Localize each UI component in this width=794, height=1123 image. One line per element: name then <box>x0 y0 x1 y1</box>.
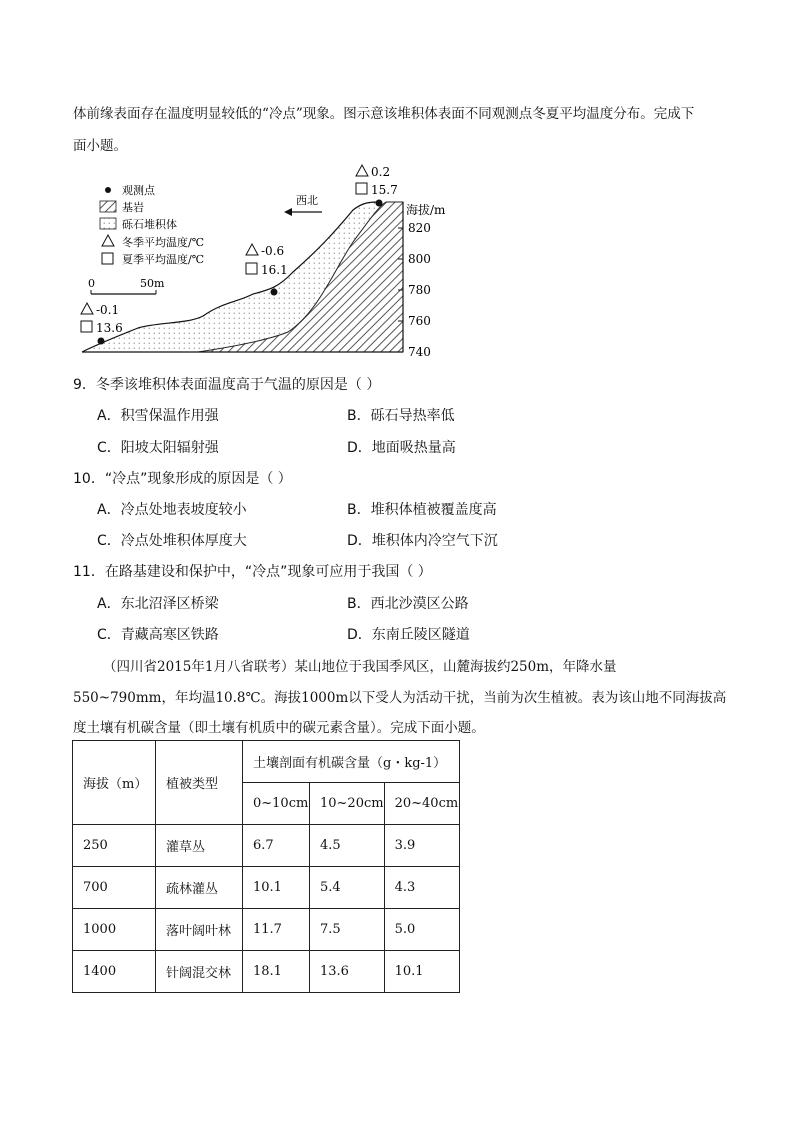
observation-point-icon <box>105 187 111 193</box>
question-9-option-b[interactable]: B．砾石导热率低 <box>347 408 455 424</box>
direction-label: 西北 <box>296 194 318 207</box>
cell-depth-2: 4.5 <box>310 825 385 867</box>
observation-point-2 <box>271 289 278 296</box>
cell-depth-3: 5.0 <box>384 909 459 951</box>
cell-depth-3: 3.9 <box>384 825 459 867</box>
question-11-option-a[interactable]: A．东北沼泽区桥梁 <box>97 596 219 612</box>
gravel-legend-swatch <box>100 218 116 229</box>
cell-depth-3: 10.1 <box>384 951 459 993</box>
cell-depth-3: 4.3 <box>384 867 459 909</box>
cell-depth-1: 18.1 <box>243 951 310 993</box>
question-9-option-a[interactable]: A．积雪保温作用强 <box>97 408 219 424</box>
passage-line-3: 度土壤有机碳含量（即土壤有机质中的碳元素含量）。完成下面小题。 <box>73 720 485 736</box>
header-vegetation: 植被类型 <box>156 741 243 825</box>
axis-tick-label: 820 <box>408 221 431 235</box>
arrow-head-icon <box>284 208 292 216</box>
question-10-option-c[interactable]: C．冷点处堆积体厚度大 <box>97 533 247 549</box>
square-icon <box>81 321 92 332</box>
table-row <box>73 951 460 993</box>
axis-title: 海拔/m <box>406 203 446 217</box>
legend-summer-label: 夏季平均温度/℃ <box>122 253 205 266</box>
cell-depth-1: 11.7 <box>243 909 310 951</box>
triangle-icon <box>246 244 258 255</box>
axis-tick-label: 780 <box>408 283 431 297</box>
legend-observation-label: 观测点 <box>122 184 155 197</box>
question-10-option-d[interactable]: D．堆积体内冷空气下沉 <box>347 533 498 549</box>
cell-depth-1: 6.7 <box>243 825 310 867</box>
intro-line-2: 面小题。 <box>73 138 127 154</box>
header-depth-1: 0~10cm <box>243 783 310 825</box>
question-11-option-c[interactable]: C．青藏高寒区铁路 <box>97 627 219 643</box>
intro-line-1: 体前缘表面存在温度明显较低的“冷点”现象。图示意该堆积体表面不同观测点冬夏平均温度分布。完成下 <box>73 106 695 122</box>
header-carbon: 土壤剖面有机碳含量（g・kg-1） <box>243 741 460 783</box>
header-depth-3: 20~40cm <box>384 783 459 825</box>
scale-distance: 50m <box>140 277 165 290</box>
question-11-option-b[interactable]: B．西北沙漠区公路 <box>347 596 469 612</box>
axis-tick-label: 760 <box>408 314 431 328</box>
cell-depth-2: 7.5 <box>310 909 385 951</box>
question-11-stem: 11．在路基建设和保护中，“冷点”现象可应用于我国（ ） <box>73 564 432 580</box>
legend-bedrock-label: 基岩 <box>122 201 144 214</box>
point-2-summer-temp: 16.1 <box>261 263 288 277</box>
cell-vegetation: 疏林灌丛 <box>156 867 243 909</box>
bedrock-legend-swatch <box>100 201 116 212</box>
observation-point-3 <box>376 200 383 207</box>
question-10-option-a[interactable]: A．冷点处地表坡度较小 <box>97 502 247 518</box>
table-row <box>73 825 460 867</box>
question-11-option-d[interactable]: D．东南丘陵区隧道 <box>347 627 470 643</box>
axis-tick-label: 800 <box>408 252 431 266</box>
observation-point-1 <box>98 338 105 345</box>
question-10-option-b[interactable]: B．堆积体植被覆盖度高 <box>347 502 497 518</box>
scale-zero: 0 <box>88 277 95 290</box>
cell-depth-2: 5.4 <box>310 867 385 909</box>
cell-altitude: 250 <box>73 825 156 867</box>
legend-winter-label: 冬季平均温度/℃ <box>122 236 205 249</box>
cell-altitude: 1400 <box>73 951 156 993</box>
point-3-summer-temp: 15.7 <box>371 183 398 197</box>
table-row <box>73 909 460 951</box>
temperature-profile-figure <box>78 162 478 362</box>
triangle-icon <box>81 303 93 314</box>
point-3-winter-temp: 0.2 <box>371 165 391 179</box>
soil-carbon-table <box>72 740 460 993</box>
axis-tick-label: 740 <box>408 345 431 359</box>
question-9-stem: 9．冬季该堆积体表面温度高于气温的原因是（ ） <box>73 377 381 393</box>
cell-altitude: 1000 <box>73 909 156 951</box>
passage-line-1: （四川省2015年1月八省联考）某山地位于我国季风区，山麓海拔约250m，年降水量 <box>103 659 617 675</box>
legend-gravel-label: 砾石堆积体 <box>122 218 177 231</box>
header-altitude: 海拔（m） <box>73 741 156 825</box>
point-1-summer-temp: 13.6 <box>96 321 123 335</box>
table-row <box>73 867 460 909</box>
square-icon <box>102 253 113 264</box>
triangle-icon <box>102 235 114 246</box>
passage-line-2: 550~790mm，年均温10.8℃。海拔1000m以下受人为活动干扰，当前为次生植被。表为该山地不同海拔高 <box>73 690 727 706</box>
square-icon <box>246 263 257 274</box>
cell-depth-1: 10.1 <box>243 867 310 909</box>
cell-altitude: 700 <box>73 867 156 909</box>
cell-vegetation: 灌草丛 <box>156 825 243 867</box>
square-icon <box>356 183 367 194</box>
question-9-option-d[interactable]: D．地面吸热量高 <box>347 440 456 456</box>
cell-vegetation: 针阔混交林 <box>156 951 243 993</box>
cell-vegetation: 落叶阔叶林 <box>156 909 243 951</box>
header-depth-2: 10~20cm <box>310 783 385 825</box>
triangle-icon <box>356 165 368 176</box>
cell-depth-2: 13.6 <box>310 951 385 993</box>
point-1-winter-temp: -0.1 <box>96 303 120 317</box>
question-10-stem: 10．“冷点”现象形成的原因是（ ） <box>73 471 292 487</box>
point-2-winter-temp: -0.6 <box>261 244 285 258</box>
question-9-option-c[interactable]: C．阳坡太阳辐射强 <box>97 440 219 456</box>
